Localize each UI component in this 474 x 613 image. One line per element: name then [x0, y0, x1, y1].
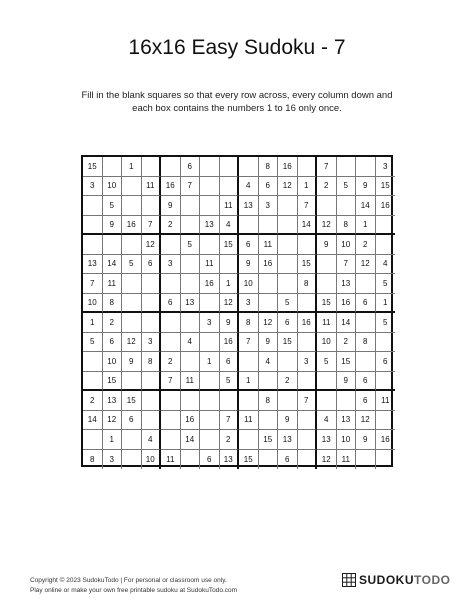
- empty-cell: [337, 157, 357, 177]
- given-cell: 4: [239, 177, 259, 197]
- empty-cell: [181, 352, 201, 372]
- given-cell: 5: [103, 196, 123, 216]
- empty-cell: [356, 274, 376, 294]
- given-cell: 6: [259, 177, 279, 197]
- given-cell: 6: [239, 235, 259, 255]
- empty-cell: [142, 196, 162, 216]
- given-cell: 2: [356, 235, 376, 255]
- empty-cell: [122, 430, 142, 450]
- given-cell: 1: [83, 313, 103, 333]
- empty-cell: [181, 255, 201, 275]
- given-cell: 1: [298, 177, 318, 197]
- given-cell: 1: [376, 294, 396, 314]
- given-cell: 8: [259, 391, 279, 411]
- given-cell: 15: [376, 177, 396, 197]
- given-cell: 12: [356, 255, 376, 275]
- given-cell: 15: [337, 352, 357, 372]
- given-cell: 8: [356, 333, 376, 353]
- empty-cell: [181, 216, 201, 236]
- given-cell: 15: [122, 391, 142, 411]
- given-cell: 12: [220, 294, 240, 314]
- empty-cell: [376, 372, 396, 392]
- empty-cell: [298, 372, 318, 392]
- given-cell: 8: [337, 216, 357, 236]
- given-cell: 9: [317, 235, 337, 255]
- empty-cell: [200, 430, 220, 450]
- empty-cell: [181, 196, 201, 216]
- given-cell: 13: [103, 391, 123, 411]
- empty-cell: [181, 391, 201, 411]
- given-cell: 10: [142, 450, 162, 470]
- instructions-line-1: Fill in the blank squares so that every row across, every column down and: [81, 90, 393, 101]
- given-cell: 7: [83, 274, 103, 294]
- given-cell: 5: [317, 352, 337, 372]
- empty-cell: [376, 235, 396, 255]
- given-cell: 16: [376, 430, 396, 450]
- empty-cell: [259, 450, 279, 470]
- empty-cell: [142, 274, 162, 294]
- given-cell: 11: [200, 255, 220, 275]
- copyright-text: Copyright © 2023 SudokuTodo | For personal or classroom use only.: [30, 577, 227, 584]
- empty-cell: [298, 450, 318, 470]
- given-cell: 3: [298, 352, 318, 372]
- given-cell: 7: [142, 216, 162, 236]
- given-cell: 6: [103, 333, 123, 353]
- empty-cell: [317, 255, 337, 275]
- given-cell: 3: [200, 313, 220, 333]
- given-cell: 12: [259, 313, 279, 333]
- grid-icon: [342, 573, 356, 587]
- given-cell: 16: [220, 333, 240, 353]
- given-cell: 10: [317, 333, 337, 353]
- footer: [30, 576, 237, 596]
- given-cell: 10: [337, 430, 357, 450]
- given-cell: 4: [142, 430, 162, 450]
- empty-cell: [259, 411, 279, 431]
- empty-cell: [161, 235, 181, 255]
- given-cell: 8: [103, 294, 123, 314]
- given-cell: 6: [181, 157, 201, 177]
- given-cell: 12: [278, 177, 298, 197]
- given-cell: 9: [337, 372, 357, 392]
- given-cell: 12: [356, 411, 376, 431]
- given-cell: 3: [103, 450, 123, 470]
- empty-cell: [83, 216, 103, 236]
- empty-cell: [259, 216, 279, 236]
- given-cell: 13: [239, 196, 259, 216]
- empty-cell: [200, 333, 220, 353]
- promo-text: Play online or make your own free printable sudoku at SudokuTodo.com: [30, 587, 238, 594]
- empty-cell: [337, 196, 357, 216]
- given-cell: 11: [337, 450, 357, 470]
- given-cell: 4: [317, 411, 337, 431]
- given-cell: 3: [376, 157, 396, 177]
- instructions: [60, 89, 414, 115]
- given-cell: 2: [317, 177, 337, 197]
- empty-cell: [83, 352, 103, 372]
- instructions-line-2: each box contains the numbers 1 to 16 only once.: [132, 103, 342, 114]
- empty-cell: [142, 411, 162, 431]
- empty-cell: [376, 411, 396, 431]
- sudokutodo-logo: [342, 573, 450, 587]
- given-cell: 14: [356, 196, 376, 216]
- given-cell: 5: [220, 372, 240, 392]
- empty-cell: [142, 294, 162, 314]
- given-cell: 11: [220, 196, 240, 216]
- given-cell: 3: [142, 333, 162, 353]
- empty-cell: [200, 196, 220, 216]
- given-cell: 1: [239, 372, 259, 392]
- empty-cell: [356, 352, 376, 372]
- given-cell: 6: [278, 313, 298, 333]
- logo-text-todo: TODO: [414, 573, 451, 587]
- given-cell: 11: [376, 391, 396, 411]
- empty-cell: [298, 294, 318, 314]
- given-cell: 7: [317, 157, 337, 177]
- empty-cell: [200, 294, 220, 314]
- empty-cell: [181, 450, 201, 470]
- empty-cell: [103, 235, 123, 255]
- empty-cell: [200, 372, 220, 392]
- given-cell: 13: [220, 450, 240, 470]
- empty-cell: [122, 196, 142, 216]
- empty-cell: [83, 372, 103, 392]
- given-cell: 9: [122, 352, 142, 372]
- empty-cell: [376, 450, 396, 470]
- empty-cell: [337, 391, 357, 411]
- empty-cell: [161, 157, 181, 177]
- given-cell: 13: [337, 411, 357, 431]
- given-cell: 9: [239, 255, 259, 275]
- given-cell: 1: [200, 352, 220, 372]
- given-cell: 15: [278, 333, 298, 353]
- empty-cell: [161, 274, 181, 294]
- given-cell: 12: [122, 333, 142, 353]
- given-cell: 4: [259, 352, 279, 372]
- empty-cell: [142, 157, 162, 177]
- given-cell: 13: [337, 274, 357, 294]
- given-cell: 6: [356, 372, 376, 392]
- given-cell: 9: [356, 430, 376, 450]
- empty-cell: [200, 235, 220, 255]
- given-cell: 2: [161, 216, 181, 236]
- given-cell: 15: [239, 450, 259, 470]
- empty-cell: [239, 352, 259, 372]
- given-cell: 16: [200, 274, 220, 294]
- empty-cell: [298, 235, 318, 255]
- given-cell: 9: [161, 196, 181, 216]
- given-cell: 7: [220, 411, 240, 431]
- given-cell: 10: [103, 352, 123, 372]
- given-cell: 11: [103, 274, 123, 294]
- empty-cell: [278, 216, 298, 236]
- given-cell: 6: [356, 391, 376, 411]
- logo-text-sudoku: SUDOKU: [359, 573, 415, 587]
- empty-cell: [239, 430, 259, 450]
- given-cell: 6: [142, 255, 162, 275]
- given-cell: 2: [278, 372, 298, 392]
- empty-cell: [278, 255, 298, 275]
- empty-cell: [356, 157, 376, 177]
- given-cell: 3: [239, 294, 259, 314]
- empty-cell: [103, 157, 123, 177]
- given-cell: 1: [220, 274, 240, 294]
- given-cell: 7: [337, 255, 357, 275]
- given-cell: 9: [259, 333, 279, 353]
- empty-cell: [122, 177, 142, 197]
- empty-cell: [278, 235, 298, 255]
- given-cell: 5: [122, 255, 142, 275]
- given-cell: 3: [83, 177, 103, 197]
- sudoku-grid: [81, 155, 393, 467]
- empty-cell: [122, 450, 142, 470]
- given-cell: 7: [181, 177, 201, 197]
- empty-cell: [220, 157, 240, 177]
- given-cell: 9: [220, 313, 240, 333]
- empty-cell: [122, 235, 142, 255]
- given-cell: 5: [337, 177, 357, 197]
- given-cell: 16: [181, 411, 201, 431]
- given-cell: 14: [181, 430, 201, 450]
- given-cell: 6: [220, 352, 240, 372]
- empty-cell: [239, 391, 259, 411]
- given-cell: 12: [317, 450, 337, 470]
- empty-cell: [161, 333, 181, 353]
- empty-cell: [317, 372, 337, 392]
- given-cell: 15: [298, 255, 318, 275]
- given-cell: 12: [103, 411, 123, 431]
- empty-cell: [122, 372, 142, 392]
- given-cell: 6: [200, 450, 220, 470]
- empty-cell: [278, 391, 298, 411]
- given-cell: 1: [122, 157, 142, 177]
- given-cell: 15: [220, 235, 240, 255]
- given-cell: 9: [356, 177, 376, 197]
- given-cell: 6: [356, 294, 376, 314]
- empty-cell: [220, 177, 240, 197]
- given-cell: 14: [83, 411, 103, 431]
- given-cell: 7: [161, 372, 181, 392]
- given-cell: 12: [317, 216, 337, 236]
- given-cell: 11: [317, 313, 337, 333]
- given-cell: 15: [317, 294, 337, 314]
- given-cell: 3: [259, 196, 279, 216]
- empty-cell: [376, 333, 396, 353]
- given-cell: 16: [298, 313, 318, 333]
- given-cell: 8: [259, 157, 279, 177]
- given-cell: 16: [337, 294, 357, 314]
- given-cell: 13: [200, 216, 220, 236]
- empty-cell: [200, 391, 220, 411]
- given-cell: 4: [220, 216, 240, 236]
- empty-cell: [259, 294, 279, 314]
- given-cell: 10: [83, 294, 103, 314]
- given-cell: 11: [239, 411, 259, 431]
- page-title: 16x16 Easy Sudoku - 7: [128, 36, 346, 59]
- empty-cell: [200, 157, 220, 177]
- empty-cell: [239, 157, 259, 177]
- empty-cell: [181, 274, 201, 294]
- empty-cell: [122, 294, 142, 314]
- given-cell: 16: [122, 216, 142, 236]
- given-cell: 16: [278, 157, 298, 177]
- empty-cell: [356, 313, 376, 333]
- empty-cell: [356, 450, 376, 470]
- empty-cell: [278, 352, 298, 372]
- empty-cell: [200, 177, 220, 197]
- empty-cell: [83, 196, 103, 216]
- given-cell: 16: [376, 196, 396, 216]
- given-cell: 15: [83, 157, 103, 177]
- given-cell: 4: [181, 333, 201, 353]
- given-cell: 5: [376, 274, 396, 294]
- given-cell: 10: [103, 177, 123, 197]
- given-cell: 9: [278, 411, 298, 431]
- given-cell: 10: [239, 274, 259, 294]
- given-cell: 5: [278, 294, 298, 314]
- given-cell: 11: [161, 450, 181, 470]
- empty-cell: [161, 313, 181, 333]
- given-cell: 5: [181, 235, 201, 255]
- given-cell: 5: [376, 313, 396, 333]
- empty-cell: [298, 157, 318, 177]
- given-cell: 11: [259, 235, 279, 255]
- empty-cell: [259, 274, 279, 294]
- given-cell: 2: [103, 313, 123, 333]
- empty-cell: [142, 391, 162, 411]
- given-cell: 3: [161, 255, 181, 275]
- empty-cell: [200, 411, 220, 431]
- given-cell: 1: [356, 216, 376, 236]
- empty-cell: [317, 196, 337, 216]
- given-cell: 10: [337, 235, 357, 255]
- empty-cell: [239, 216, 259, 236]
- given-cell: 2: [161, 352, 181, 372]
- given-cell: 13: [83, 255, 103, 275]
- given-cell: 13: [317, 430, 337, 450]
- given-cell: 8: [83, 450, 103, 470]
- empty-cell: [122, 274, 142, 294]
- empty-cell: [161, 430, 181, 450]
- given-cell: 16: [259, 255, 279, 275]
- empty-cell: [122, 313, 142, 333]
- empty-cell: [220, 391, 240, 411]
- given-cell: 12: [142, 235, 162, 255]
- given-cell: 14: [103, 255, 123, 275]
- empty-cell: [83, 430, 103, 450]
- given-cell: 15: [103, 372, 123, 392]
- given-cell: 16: [161, 177, 181, 197]
- given-cell: 2: [220, 430, 240, 450]
- given-cell: 8: [239, 313, 259, 333]
- given-cell: 8: [298, 274, 318, 294]
- given-cell: 6: [161, 294, 181, 314]
- given-cell: 13: [278, 430, 298, 450]
- given-cell: 7: [239, 333, 259, 353]
- given-cell: 9: [103, 216, 123, 236]
- empty-cell: [83, 235, 103, 255]
- given-cell: 14: [298, 216, 318, 236]
- empty-cell: [161, 391, 181, 411]
- given-cell: 2: [337, 333, 357, 353]
- empty-cell: [161, 411, 181, 431]
- empty-cell: [317, 274, 337, 294]
- given-cell: 6: [278, 450, 298, 470]
- empty-cell: [278, 196, 298, 216]
- empty-cell: [142, 372, 162, 392]
- empty-cell: [142, 313, 162, 333]
- empty-cell: [298, 333, 318, 353]
- empty-cell: [317, 391, 337, 411]
- empty-cell: [376, 216, 396, 236]
- empty-cell: [220, 255, 240, 275]
- given-cell: 14: [337, 313, 357, 333]
- given-cell: 8: [142, 352, 162, 372]
- given-cell: 6: [122, 411, 142, 431]
- given-cell: 6: [376, 352, 396, 372]
- given-cell: 7: [298, 391, 318, 411]
- given-cell: 7: [298, 196, 318, 216]
- empty-cell: [298, 411, 318, 431]
- given-cell: 11: [142, 177, 162, 197]
- empty-cell: [259, 372, 279, 392]
- given-cell: 13: [181, 294, 201, 314]
- given-cell: 1: [103, 430, 123, 450]
- given-cell: 2: [83, 391, 103, 411]
- given-cell: 15: [259, 430, 279, 450]
- given-cell: 5: [83, 333, 103, 353]
- given-cell: 4: [376, 255, 396, 275]
- given-cell: 11: [181, 372, 201, 392]
- empty-cell: [181, 313, 201, 333]
- empty-cell: [298, 430, 318, 450]
- empty-cell: [278, 274, 298, 294]
